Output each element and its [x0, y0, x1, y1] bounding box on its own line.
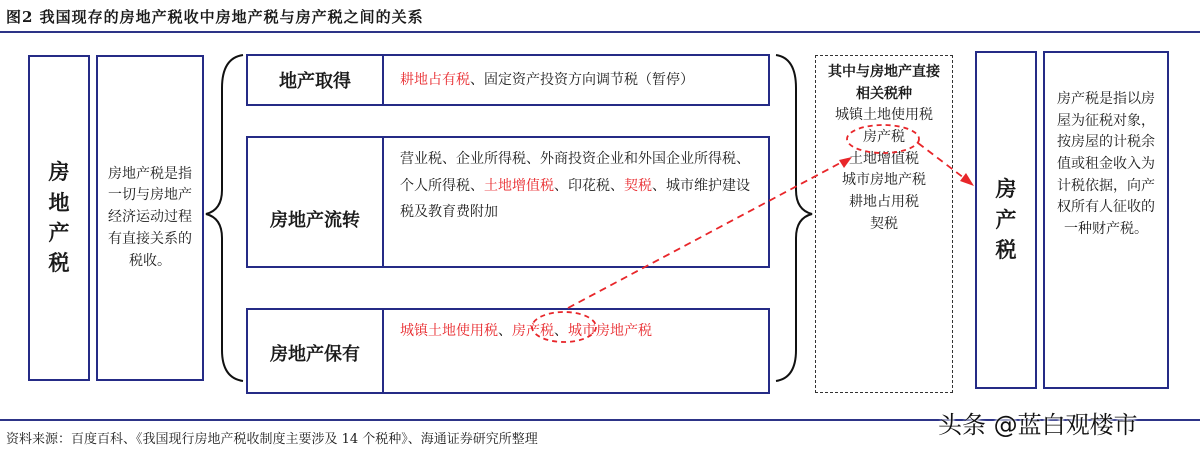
deed-tax: 契税: [624, 177, 652, 194]
summary-item: 城市房地产税: [842, 172, 926, 189]
summary-item: 土地增值税: [849, 150, 919, 167]
transfer-taxes-part1: 营业税、企业所得税、外商投资企业和外国企业所得税、个人所得税、: [400, 151, 750, 194]
summary-property-tax-ellipse: [847, 125, 919, 153]
holding-separator-2: 、: [554, 323, 568, 339]
summary-item: 契税: [870, 215, 898, 232]
figure-title: 图2 我国现存的房地产税收中房地产税与房产税之间的关系: [6, 8, 424, 26]
land-acquisition-label: 地产取得: [248, 56, 384, 104]
holding-to-summary-arrow: [568, 162, 842, 308]
directly-related-taxes-heading: 其中与房地产直接相关税种: [828, 64, 940, 102]
urban-land-use-tax: 城镇土地使用税: [400, 323, 498, 339]
summary-item: 城镇土地使用税: [835, 107, 933, 124]
land-acquisition-other-taxes: 、固定资产投资方向调节税（暂停）: [470, 72, 694, 88]
source-note: 资料来源：百度百科、《我国现行房地产税收制度主要涉及 14 个税种》、海通证券研究所整理: [6, 432, 538, 447]
property-tax-highlight-ellipse: [532, 312, 596, 342]
property-tax-definition: 房产税是指以房屋为征税对象，按房屋的计税余值或租金收入为计税依据，向产权所有人征收的一种财产税。: [1057, 91, 1155, 238]
property-holding-label: 房地产保有: [270, 344, 360, 365]
summary-to-property-tax-arrow: [918, 143, 964, 178]
summary-item-property-tax: 房产税: [863, 129, 905, 146]
transfer-taxes-part2: 、印花税、: [554, 177, 624, 194]
holding-to-summary-arrowhead: [839, 157, 852, 168]
urban-real-estate-tax: 城市房地产税: [568, 323, 652, 339]
land-value-added-tax: 土地增值税: [484, 177, 554, 194]
property-tax-title: 房 产 税: [995, 176, 1017, 263]
property-tax-highlight: 房产税: [512, 323, 554, 339]
left-brace: [206, 55, 243, 381]
real-estate-tax-definition: 房地产税是指一切与房地产经济运动过程有直接关系的税收。: [108, 165, 192, 269]
property-transfer-label: 房地产流转: [270, 210, 360, 231]
watermark: 头条 @蓝白观楼市: [938, 411, 1138, 439]
transfer-taxes-part3: 、城市维护建设税及教育费附加: [400, 177, 750, 221]
right-brace: [776, 55, 812, 381]
farmland-tax: 耕地占有税: [400, 72, 470, 88]
summary-item: 耕地占用税: [849, 194, 919, 211]
holding-separator-1: 、: [498, 323, 512, 339]
summary-to-property-tax-arrowhead: [960, 173, 974, 186]
real-estate-tax-title: 房 地 产 税: [48, 159, 70, 276]
